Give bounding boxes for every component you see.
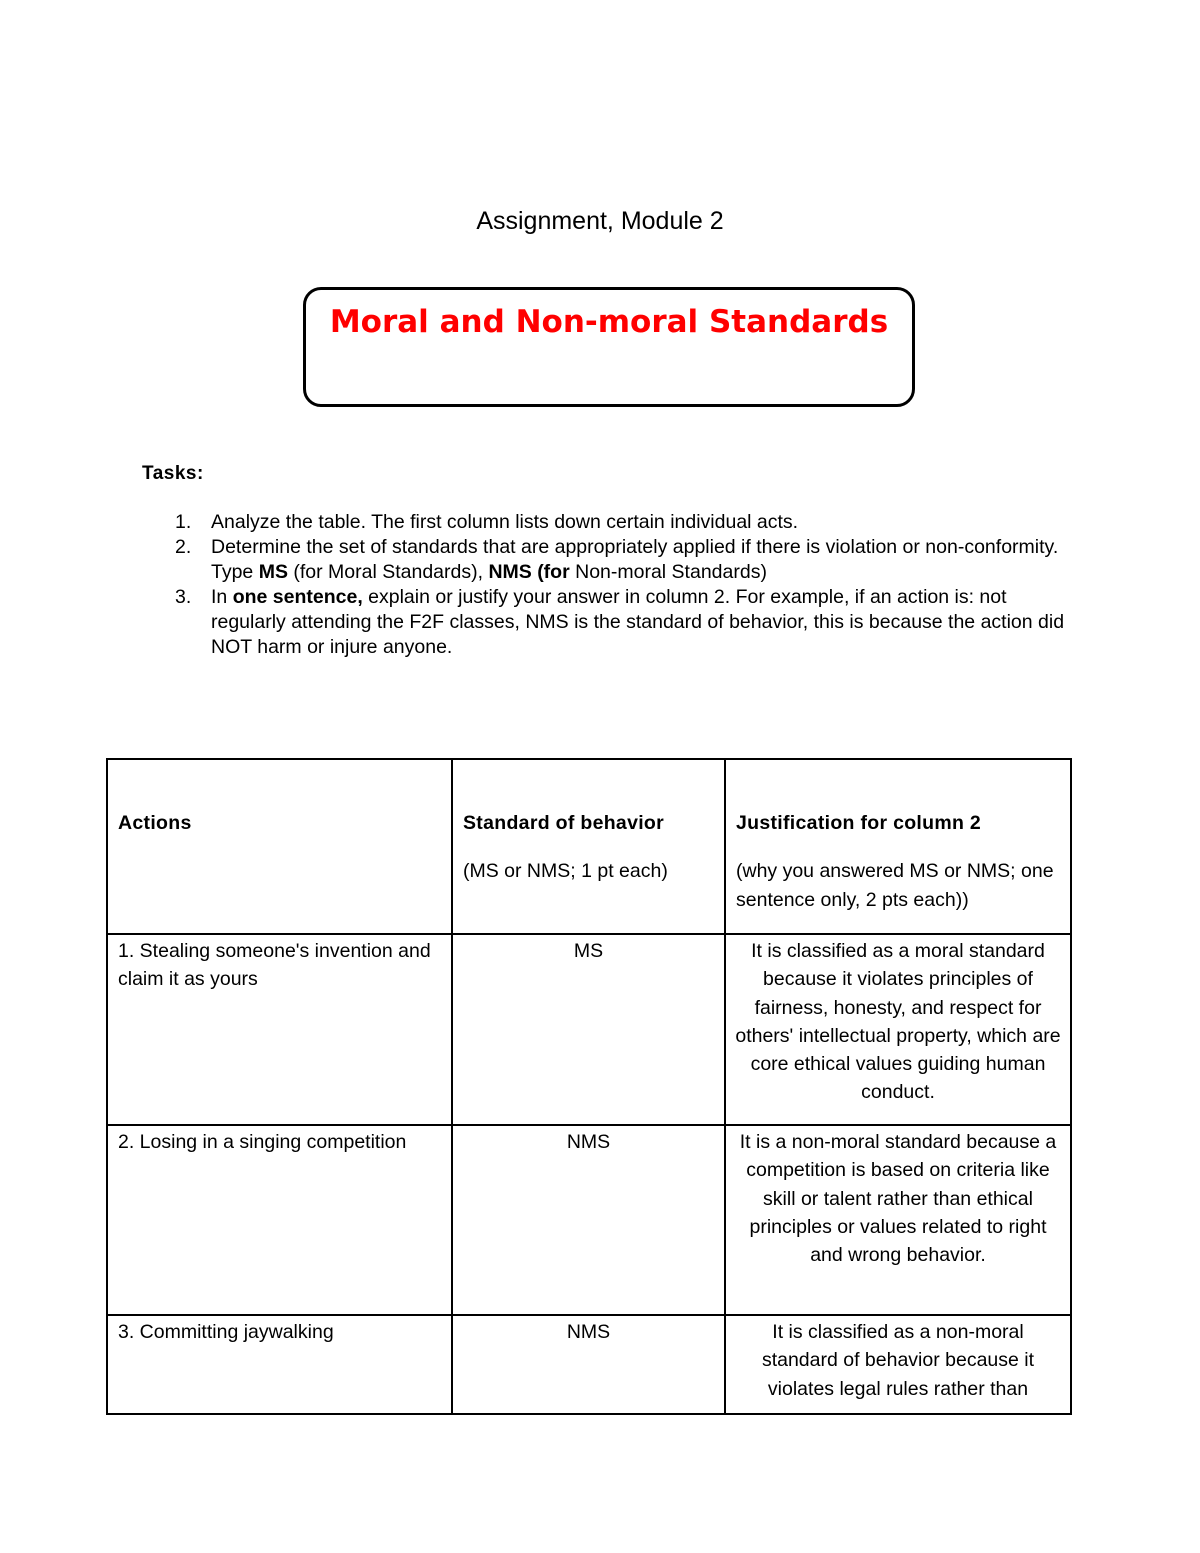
standard-cell: MS <box>452 934 725 1125</box>
actions-table <box>106 758 1072 1415</box>
table-row <box>107 934 1071 1125</box>
task-emphasis: one sentence, <box>232 586 363 608</box>
task-item <box>175 535 1071 585</box>
header-justification-note: (why you answered MS or NMS; one sentence only, 2 pts each)) <box>736 860 1054 911</box>
action-cell: 2. Losing in a singing competition <box>107 1125 452 1315</box>
header-standard-cell <box>452 759 725 934</box>
task-number: 1. <box>175 511 192 533</box>
table-header-row <box>107 759 1071 934</box>
justification-cell: It is a non-moral standard because a competition is based on criteria like skill or talent rather than ethical principles or values related to right and wrong behavior. <box>725 1125 1071 1315</box>
task-text: In <box>211 586 233 608</box>
document-title: Assignment, Module 2 <box>476 207 724 235</box>
task-number: 3. <box>175 586 192 608</box>
header-actions: Actions <box>118 812 192 834</box>
banner-title: Moral and Non-moral Standards <box>329 304 889 340</box>
justification-text: It is classified as a non-moral standard of behavior because it violates legal rules rather than <box>761 1321 1035 1400</box>
table-row <box>107 1125 1071 1315</box>
standard-cell: NMS <box>452 1315 725 1414</box>
task-text: Analyze the table. The first column lists down certain individual acts. <box>211 511 799 533</box>
action-cell: 3. Committing jaywalking <box>107 1315 452 1414</box>
task-number: 2. <box>175 536 192 558</box>
tasks-list <box>175 510 1071 660</box>
header-justification: Justification for column 2 <box>736 812 982 834</box>
task-text: Determine the set of standards that are appropriately applied if there is violation or non-conformity. Type <box>211 536 1059 583</box>
header-standard: Standard of behavior <box>463 812 665 834</box>
task-text: (for Moral Standards), <box>287 561 489 583</box>
task-text: Non-moral Standards) <box>569 561 767 583</box>
header-actions-cell <box>107 759 452 934</box>
title-banner-box <box>303 287 915 407</box>
action-cell: 1. Stealing someone's invention and claim it as yours <box>107 934 452 1125</box>
table-row <box>107 1315 1071 1414</box>
task-item <box>175 510 1071 535</box>
justification-cell: It is classified as a moral standard because it violates principles of fairness, honesty, and respect for others' intellectual property, which are core ethical values guiding human conduct. <box>725 934 1071 1125</box>
task-item <box>175 585 1071 660</box>
task-emphasis: MS <box>258 561 288 583</box>
header-justification-cell <box>725 759 1071 934</box>
tasks-heading: Tasks: <box>142 463 204 484</box>
header-standard-note: (MS or NMS; 1 pt each) <box>463 860 668 883</box>
standard-cell: NMS <box>452 1125 725 1315</box>
justification-cell <box>725 1315 1071 1414</box>
task-text: explain or justify your answer in column 2. For example, if an action is: not regularly attending the F2F classes, NMS is the standard of behavior, this is because the action did NOT harm or injure anyone. <box>211 586 1065 658</box>
task-emphasis: NMS (for <box>488 561 570 583</box>
